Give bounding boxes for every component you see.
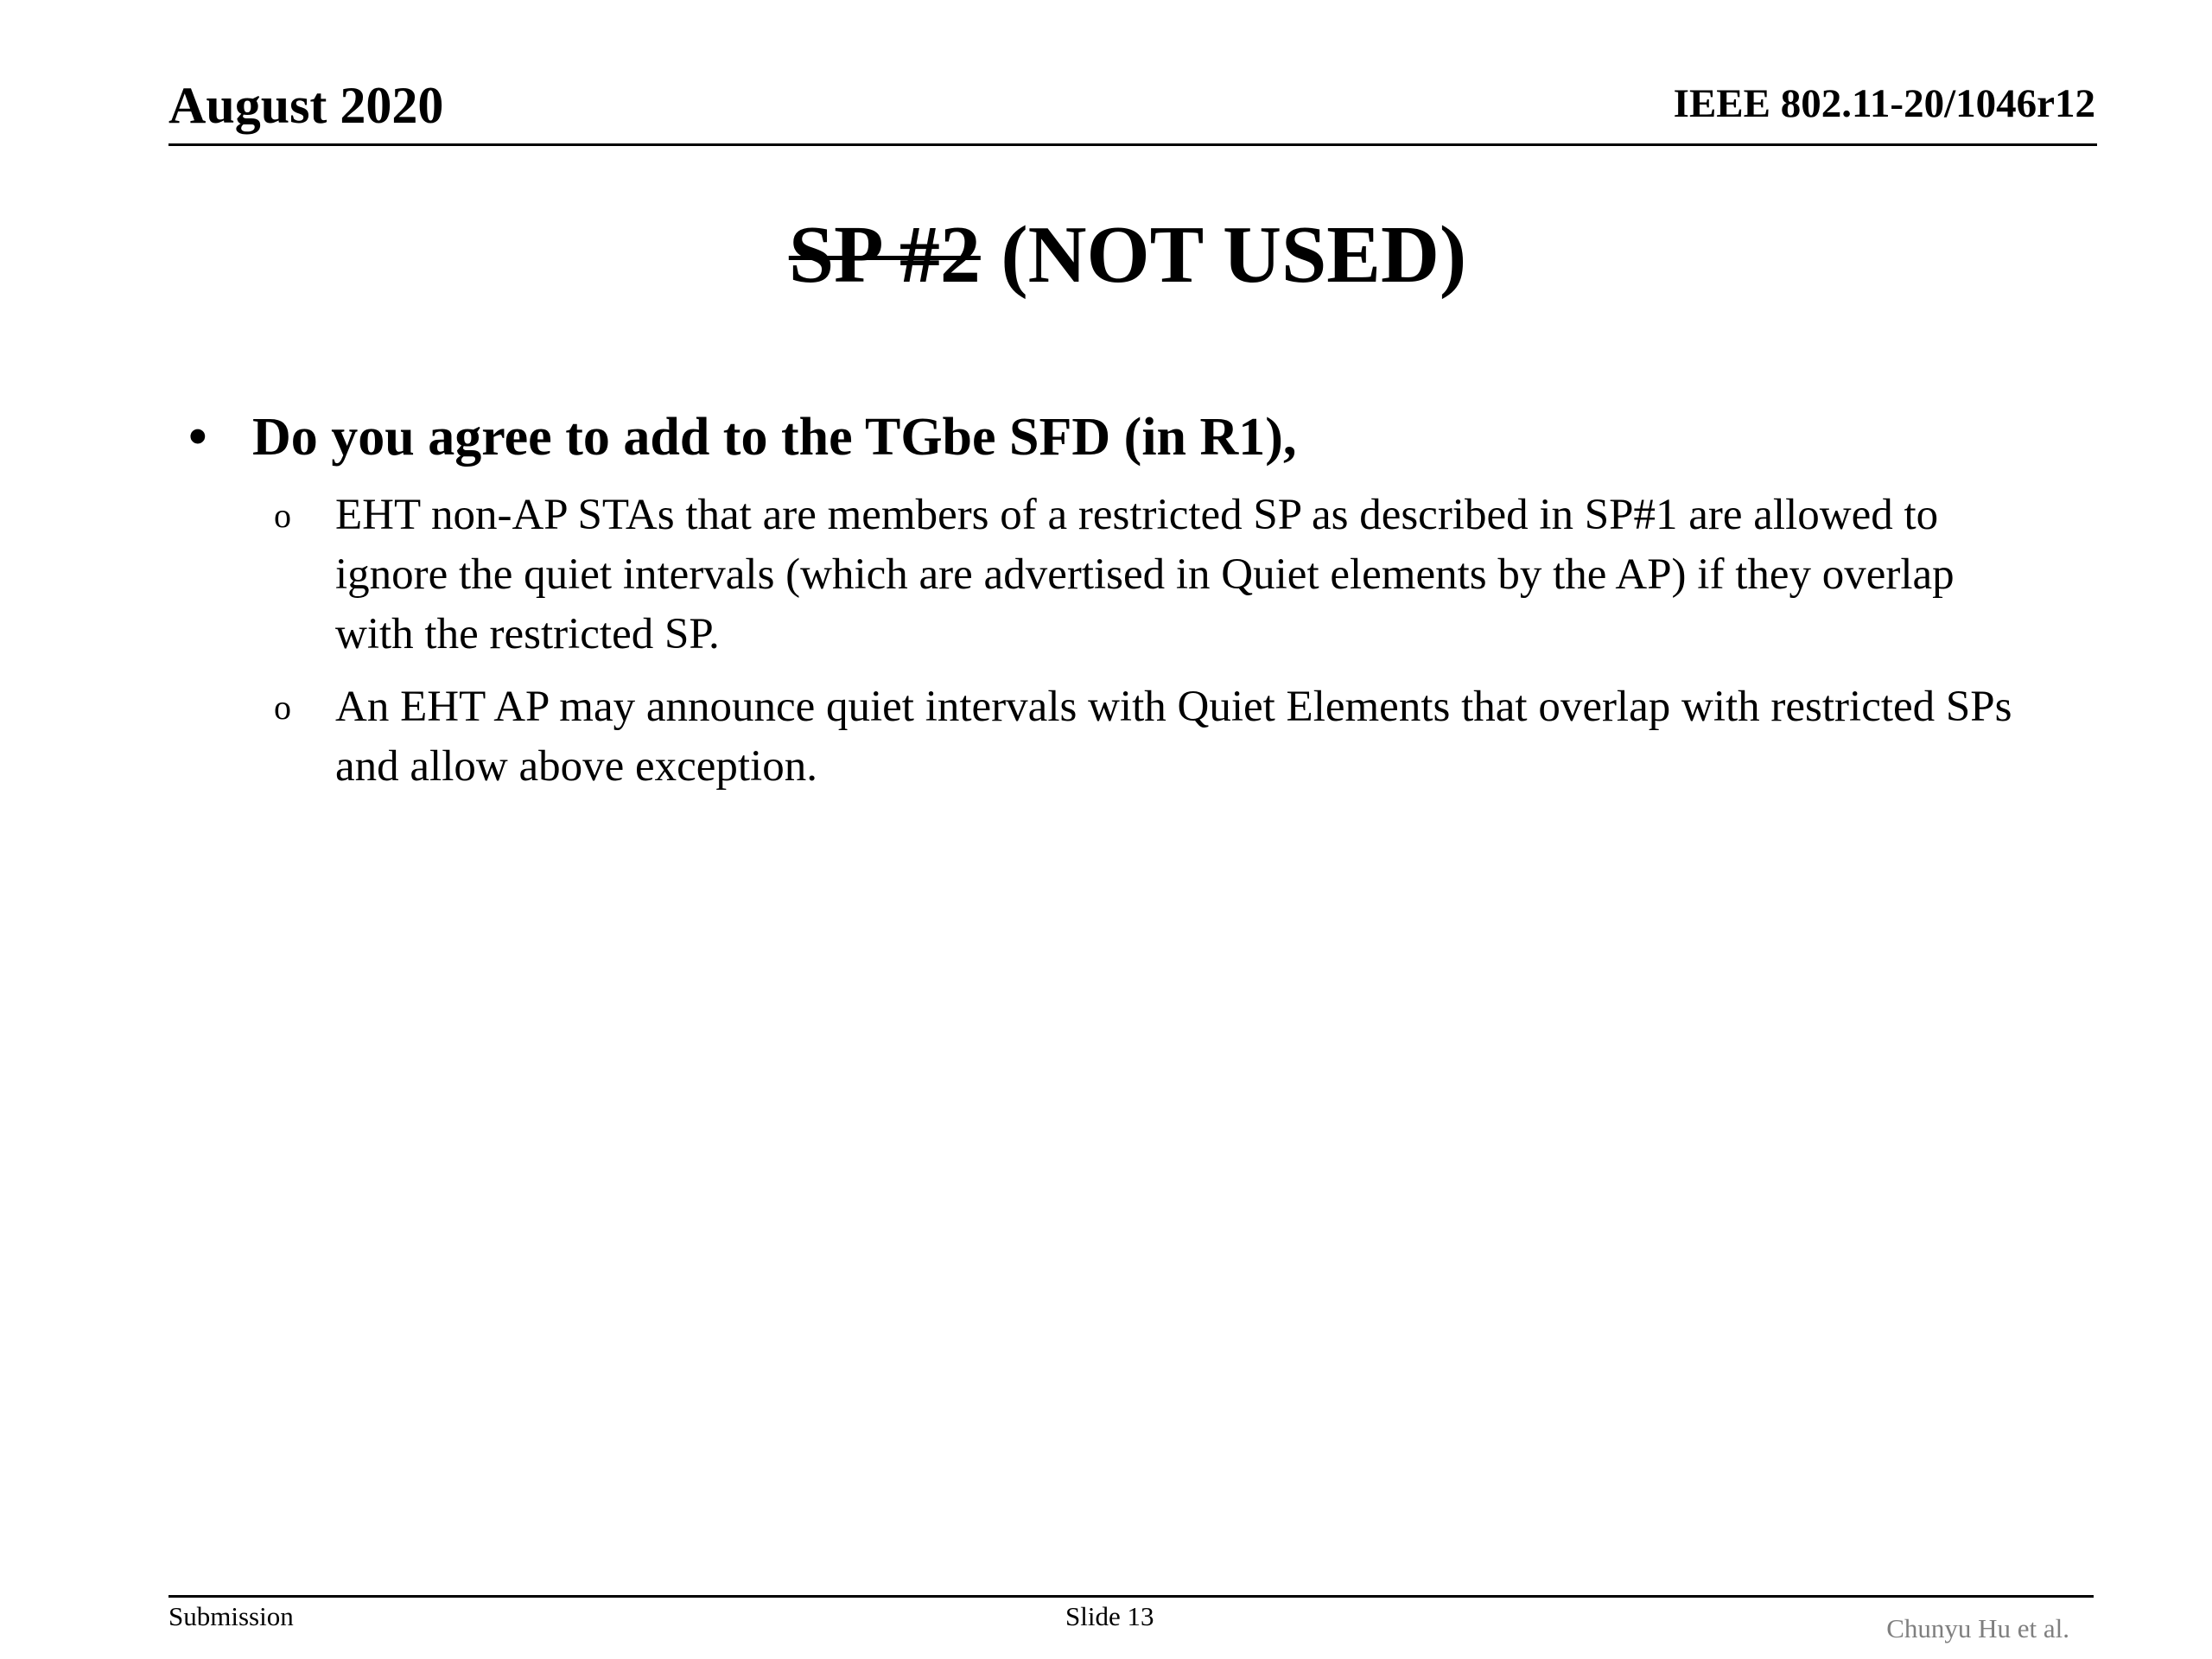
header-date: August 2020 bbox=[168, 77, 444, 134]
footer-submission: Submission bbox=[168, 1601, 294, 1631]
main-bullet bbox=[188, 408, 1296, 467]
sub-bullet-item bbox=[270, 677, 2032, 797]
sub-bullet-list bbox=[270, 486, 2032, 810]
sub-bullet-item bbox=[270, 486, 2032, 664]
header-divider bbox=[168, 143, 2097, 146]
main-bullet-text: Do you agree to add to the TGbe SFD (in R1), bbox=[252, 408, 1297, 467]
footer-author: Chunyu Hu et al. bbox=[1886, 1613, 2069, 1643]
sub-bullet-marker: o bbox=[274, 496, 291, 535]
header-document-id: IEEE 802.11-20/1046r12 bbox=[1673, 81, 2095, 126]
sub-bullet-marker: o bbox=[274, 688, 291, 727]
title-struck-text: SP #2 bbox=[788, 210, 981, 300]
title-rest-text: (NOT USED) bbox=[980, 210, 1467, 300]
footer-slide-number: Slide 13 bbox=[1065, 1601, 1154, 1631]
sub-bullet-text: EHT non-AP STAs that are members of a restricted SP as described in SP#1 are allowed to ignore the quiet intervals (which are advertised in Quiet elements by the AP) if they overlap with the restricted SP. bbox=[335, 491, 1955, 658]
slide-title bbox=[0, 210, 2212, 300]
sub-bullet-text: An EHT AP may announce quiet intervals with Quiet Elements that overlap with restricted SPs and allow above exception. bbox=[335, 683, 2012, 791]
footer-divider bbox=[168, 1595, 2094, 1598]
bullet-marker: • bbox=[188, 408, 207, 467]
